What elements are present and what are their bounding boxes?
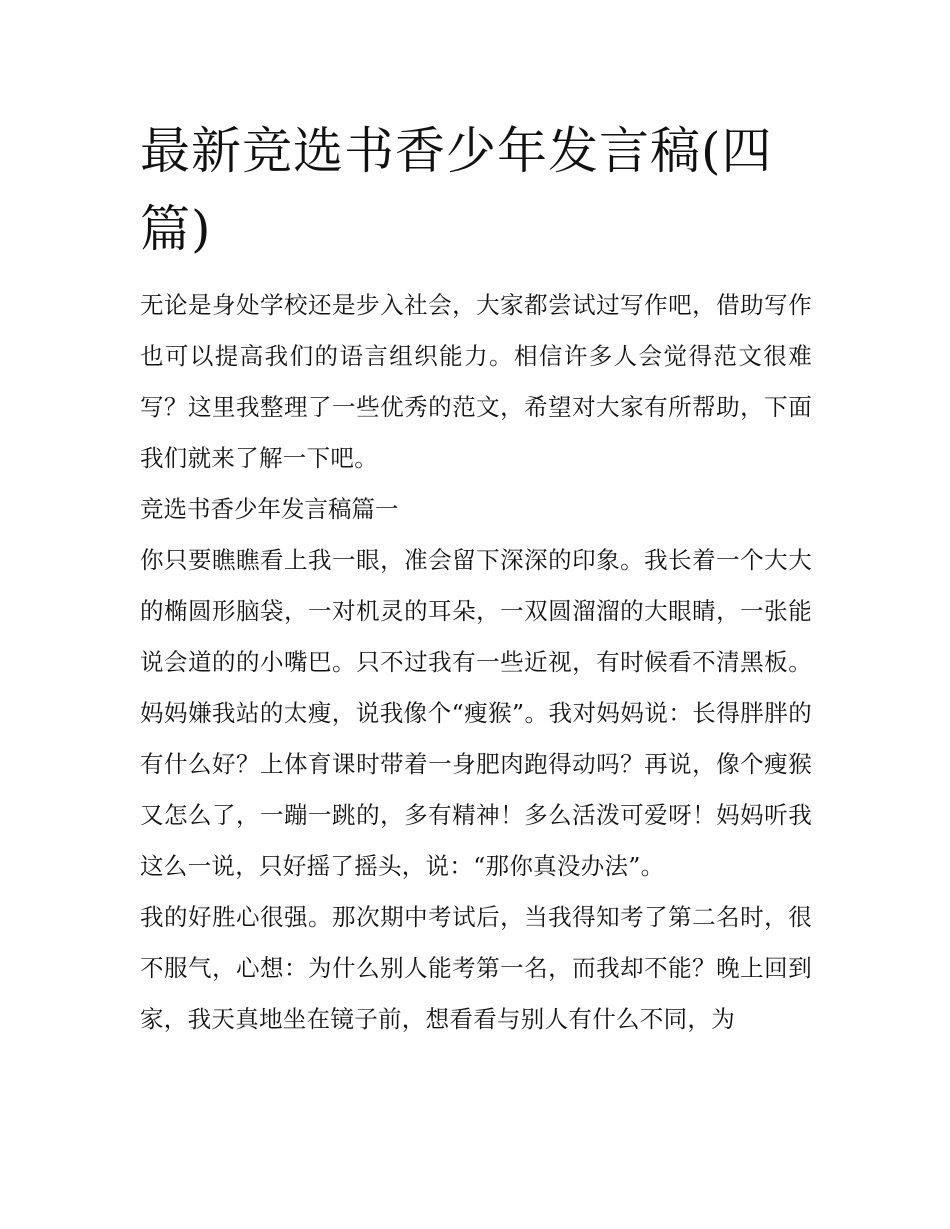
body-paragraph-1: 你只要瞧瞧看上我一眼，准会留下深深的印象。我长着一个大大的椭圆形脑袋，一对机灵的耳朵，一双圆溜溜的大眼睛，一张能说会道的的小嘴巴。只不过我有一些近视，有时候看不清黑板。妈妈嫌我站的太瘦，说我像个“瘦猴”。我对妈妈说：长得胖胖的有什么好？上体育课时带着一身肥肉跑得动吗？再说，像个瘦猴又怎么了，一蹦一跳的，多有精神！多么活泼可爱呀！妈妈听我这么一说，只好摇了摇头，说：“那你真没办法”。 (140, 546, 812, 880)
document-body (140, 280, 812, 1045)
body-paragraph-2: 我的好胜心很强。那次期中考试后，当我得知考了第二名时，很不服气，心想：为什么别人能考第一名，而我却不能？晚上回到家，我天真地坐在镜子前，想看看与别人有什么不同，为 (140, 903, 812, 1033)
intro-paragraph: 无论是身处学校还是步入社会，大家都尝试过写作吧，借助写作也可以提高我们的语言组织能力。相信许多人会觉得范文很难写？这里我整理了一些优秀的范文，希望对大家有所帮助，下面我们就来了解一下吧。 (140, 291, 812, 472)
document-title: 最新竞选书香少年发言稿(四篇) (140, 122, 773, 258)
section-heading: 竞选书香少年发言稿篇一 (140, 495, 399, 523)
document-page (140, 112, 812, 1045)
